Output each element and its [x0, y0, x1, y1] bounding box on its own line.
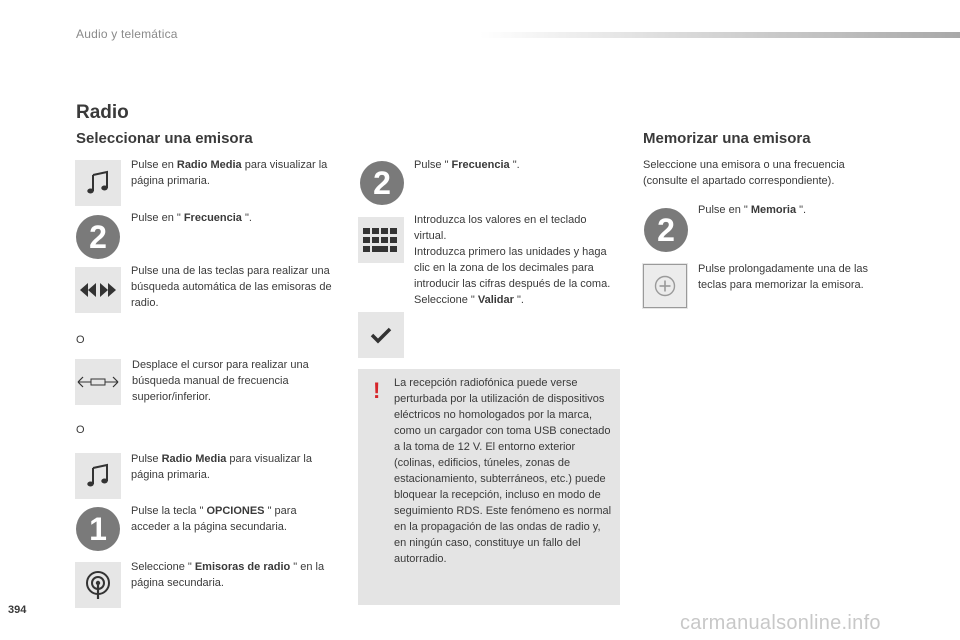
step-number-badge: 2: [359, 160, 405, 206]
step-manual-search-text: Desplace el cursor para realizar una búsqueda manual de frecuencia superior/inferior.: [132, 359, 309, 403]
slider-cursor-icon: [75, 359, 121, 405]
add-preset-icon: [642, 263, 688, 309]
or-label: O: [76, 424, 85, 436]
step-number-badge: 1: [75, 506, 121, 552]
step-radio-stations: Seleccione " Emisoras de radio " en la página secundaria.: [131, 561, 325, 589]
step-memory: Pulse en " Memoria ".: [698, 204, 807, 216]
keypad-grid-icon: [358, 217, 404, 263]
keyboard-instructions: Introduzca los valores en el teclado virtual. Introduzca primero las unidades y haga clic en la zona de los decimales para introducir las cifras después de la coma. Seleccione " Validar ".: [414, 214, 611, 306]
music-note-icon: [75, 160, 121, 206]
memorize-intro: Seleccione una emisora o una frecuencia (consulte el apartado correspondiente).: [643, 159, 845, 187]
step-options: Pulse la tecla " OPCIONES " para acceder a la página secundaria.: [131, 505, 297, 533]
section-header: Audio y telemática: [76, 27, 178, 41]
step-radio-media-primary-2: Pulse Radio Media para visualizar la página primaria.: [131, 453, 312, 481]
watermark: carmanualsonline.info: [680, 612, 881, 634]
page-number: 394: [8, 604, 27, 616]
music-note-icon: [75, 453, 121, 499]
seek-arrows-icon: [75, 267, 121, 313]
radio-station-icon: [75, 562, 121, 608]
step-radio-media-primary: Pulse en Radio Media para visualizar la página primaria.: [131, 159, 328, 187]
step-frequency-middle: Pulse " Frecuencia ".: [414, 159, 520, 171]
header-rule: [480, 32, 960, 38]
warning-text: La recepción radiofónica puede verse perturbada por la utilización de dispositivos eléctricos no homologados por la marca, como un cargador con toma USB conectado a la toma de 12 V. El entorno exterior (colinas, edificios, túneles, zonas de estacionamiento, subterráneos, etc.) puede bloquear la recepción, incluso en modo de seguimiento RDS. Este fenómeno es normal en la propagación de las ondas de radio y, en ningún caso, constituye un fallo del autorradio.: [394, 377, 612, 565]
step-number-badge: 2: [75, 214, 121, 260]
checkmark-icon: [358, 312, 404, 358]
step-seek-text: Pulse una de las teclas para realizar una búsqueda automática de las emisoras de radio.: [131, 265, 332, 309]
heading-select-station: Seleccionar una emisora: [76, 130, 253, 147]
warning-mark: !: [373, 378, 381, 403]
or-label: O: [76, 334, 85, 346]
page-title: Radio: [76, 102, 129, 123]
step-number-badge: 2: [643, 207, 689, 253]
hold-to-memorize-text: Pulse prolongadamente una de las teclas para memorizar la emisora.: [698, 263, 869, 291]
step-frequency: Pulse en " Frecuencia ".: [131, 212, 252, 224]
heading-memorize-station: Memorizar una emisora: [643, 130, 811, 147]
